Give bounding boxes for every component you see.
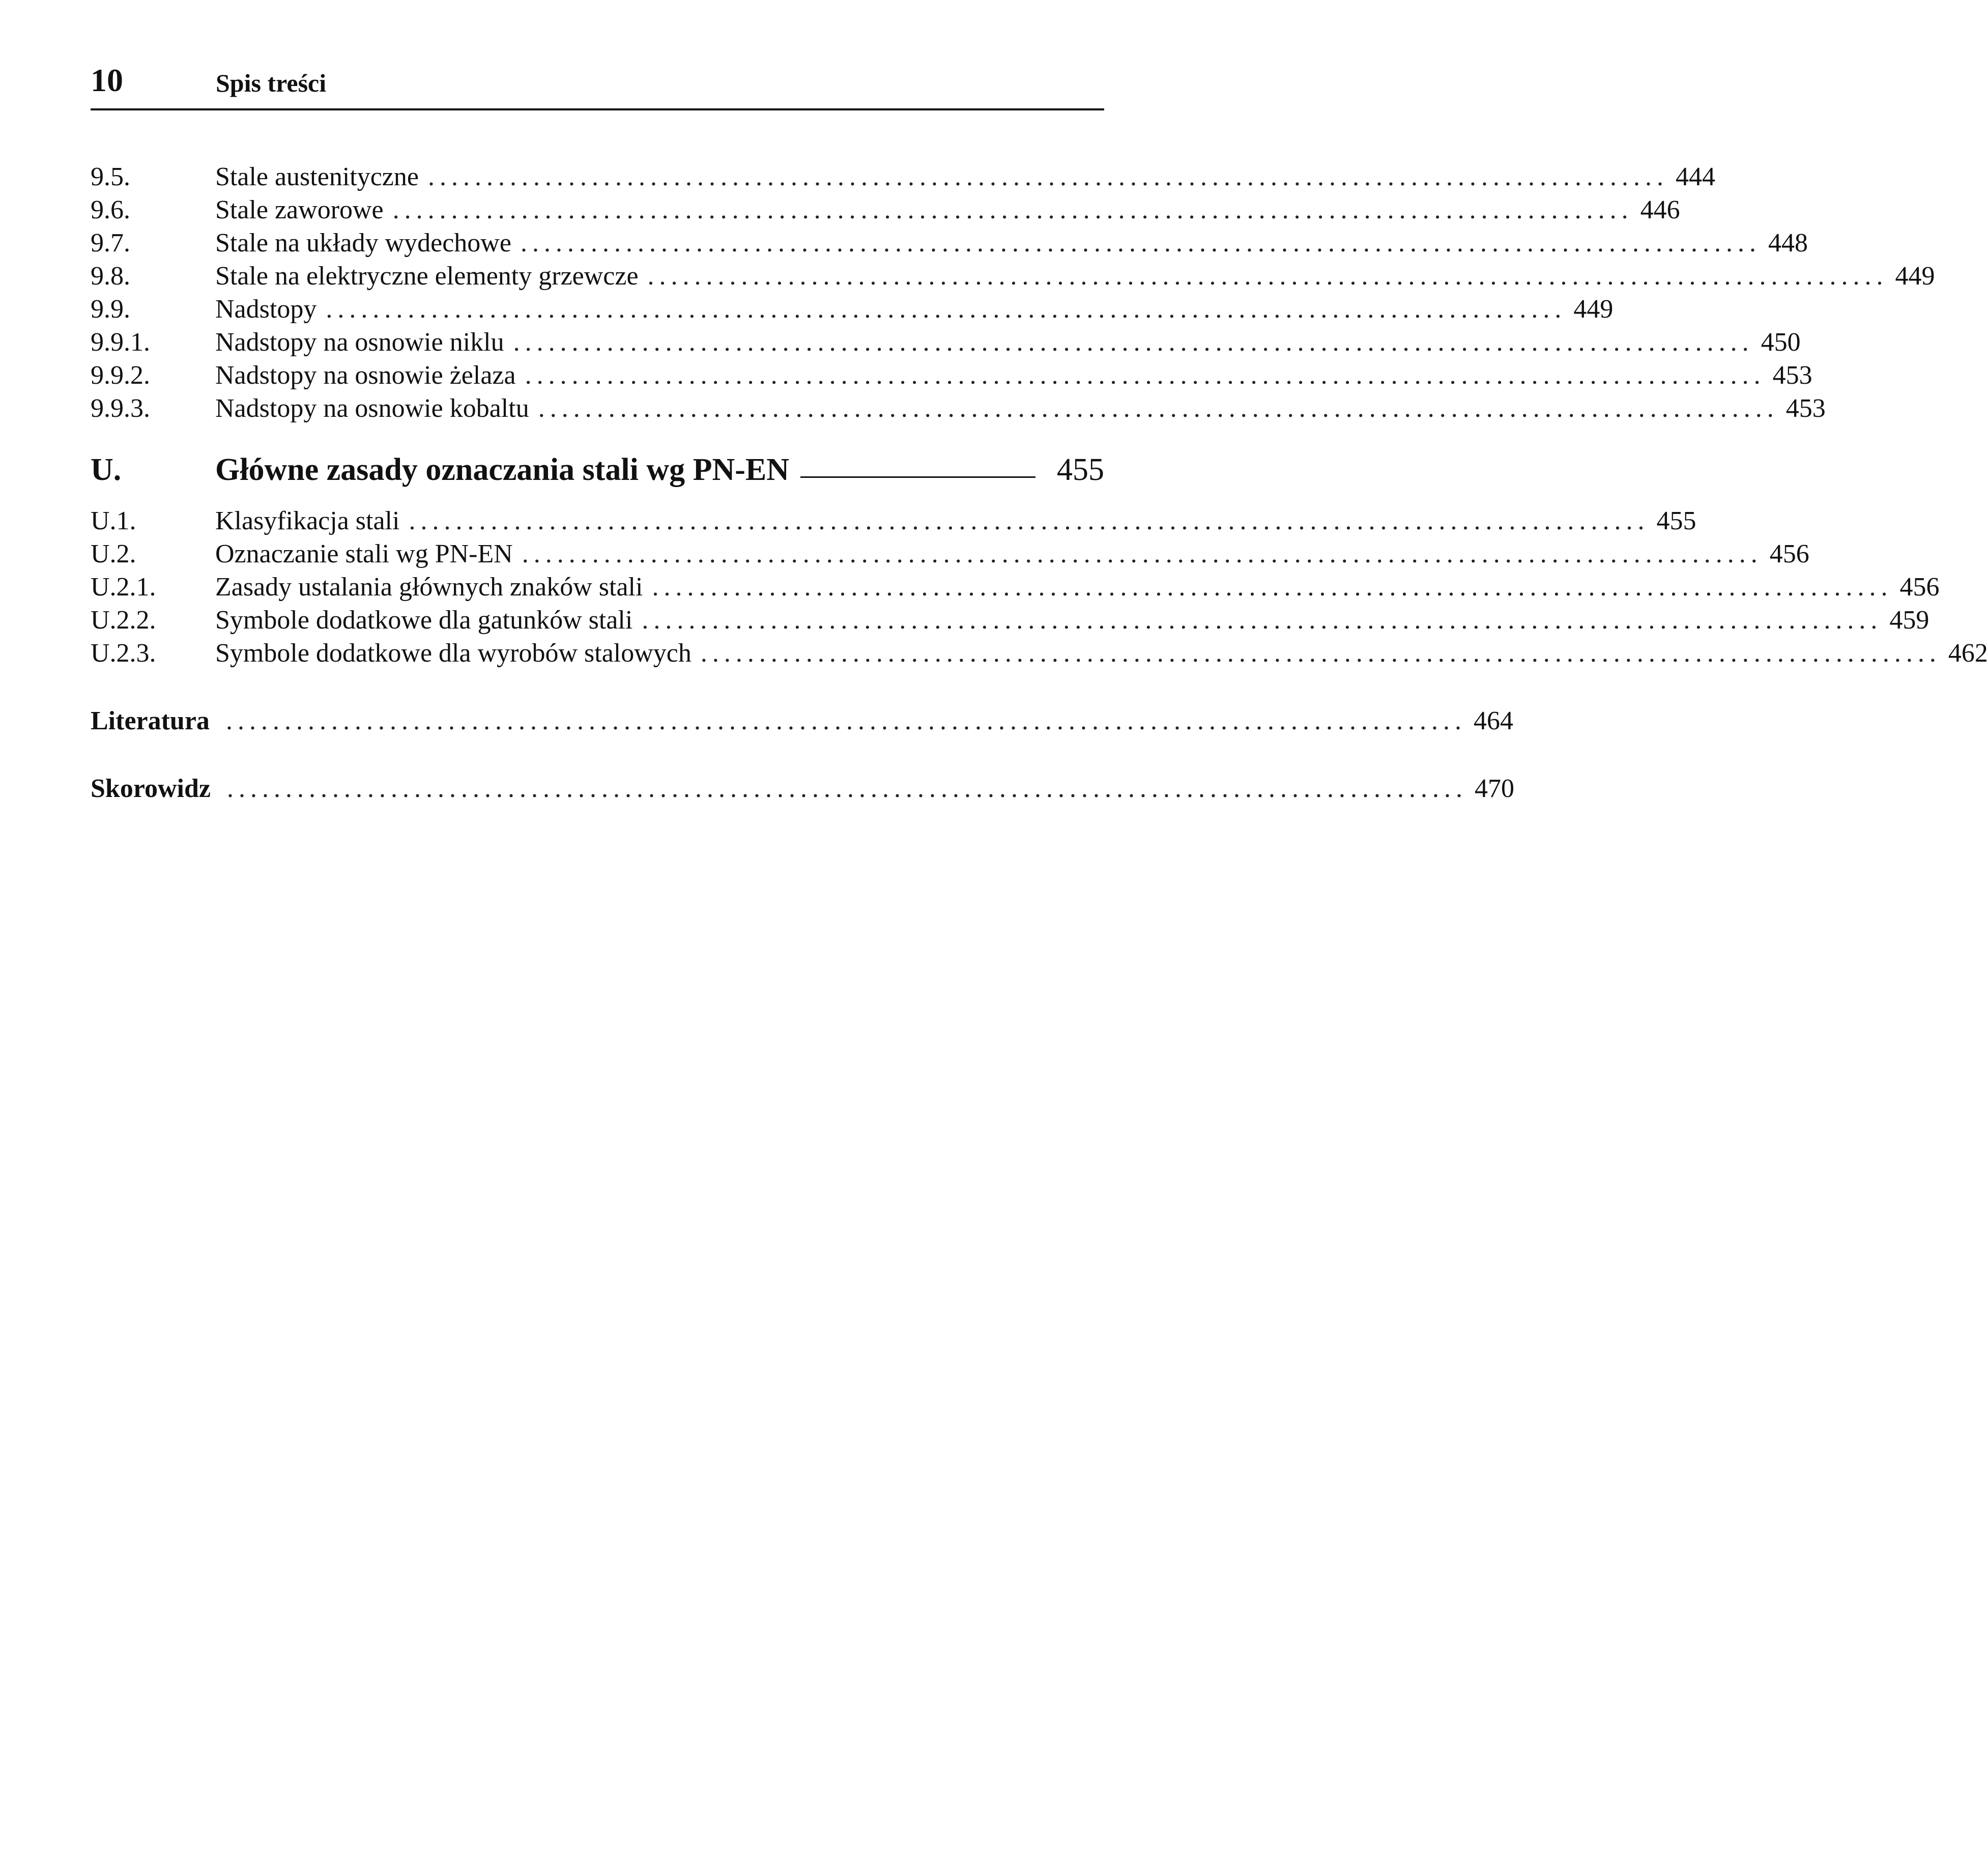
toc-entry-number: 9.9.	[91, 295, 130, 324]
dot-leader: ..........................................................................................................	[642, 606, 1883, 635]
toc-entry-9-7[interactable]	[91, 226, 1808, 260]
toc-entry-title: Stale austenityczne	[215, 162, 419, 191]
toc-entry-page: 446	[1640, 195, 1680, 224]
chapter-title: Główne zasady oznaczania stali wg PN-EN	[215, 452, 790, 487]
toc-entry-page: 453	[1785, 394, 1826, 423]
dot-leader: ..........................................................................................................	[225, 706, 1466, 735]
toc-entry-page: 449	[1895, 262, 1935, 291]
toc-entry-page: 464	[1473, 706, 1513, 735]
page-header	[91, 60, 1104, 110]
dot-leader: ..........................................................................................................	[392, 195, 1633, 224]
toc-entry-u-2-2[interactable]	[91, 604, 1929, 637]
toc-entry-number: U.1.	[91, 506, 136, 535]
toc-entry-page: 470	[1474, 774, 1514, 803]
toc-entry-page: 444	[1675, 162, 1715, 191]
toc-entry-9-9[interactable]	[91, 293, 1614, 326]
toc-entry-number: U.2.	[91, 539, 136, 568]
toc-entry-page: 453	[1772, 361, 1812, 390]
toc-entry-title: Symbole dodatkowe dla gatunków stali	[215, 606, 633, 635]
toc-entry-title: Oznaczanie stali wg PN-EN	[215, 539, 513, 568]
toc-entry-title: Stale zaworowe	[215, 195, 384, 224]
toc-chapter-u[interactable]	[91, 444, 1104, 495]
dot-leader: ..........................................................................................................	[700, 639, 1941, 668]
dot-leader: ..........................................................................................................	[525, 361, 1766, 390]
toc-entry-9-8[interactable]	[91, 260, 1935, 293]
toc-entry-title: Stale na elektryczne elementy grzewcze	[215, 262, 639, 291]
dot-leader: ..........................................................................................................	[538, 394, 1779, 423]
toc-entry-u-2[interactable]	[91, 537, 1809, 571]
toc-entry-number: U.2.2.	[91, 606, 156, 635]
toc-entry-9-9-1[interactable]	[91, 326, 1801, 359]
toc-entry-number: 9.7.	[91, 229, 130, 258]
dot-leader: ..........................................................................................................	[652, 573, 1893, 602]
toc-entry-title: Nadstopy na osnowie żelaza	[215, 361, 516, 390]
toc-entry-title: Nadstopy	[215, 295, 317, 324]
toc-entry-number: 9.8.	[91, 262, 130, 291]
toc-entry-title: Klasyfikacja stali	[215, 506, 400, 535]
toc-entry-number: U.2.3.	[91, 639, 156, 668]
chapter-leader-rule	[800, 476, 1035, 478]
toc-entry-page: 462	[1948, 639, 1988, 668]
toc-entry-number: 9.9.2.	[91, 361, 150, 390]
toc-entry-9-9-2[interactable]	[91, 359, 1812, 392]
dot-leader: ..........................................................................................................	[647, 262, 1888, 291]
dot-leader: ..........................................................................................................	[520, 229, 1761, 258]
toc-entry-title: Nadstopy na osnowie niklu	[215, 328, 504, 357]
toc-entry-page: 456	[1899, 573, 1940, 602]
toc-entry-page: 459	[1889, 606, 1929, 635]
toc-entry-title: Skorowidz	[91, 774, 211, 803]
toc-entry-literatura[interactable]	[91, 704, 1513, 737]
toc-entry-9-5[interactable]	[91, 160, 1715, 193]
dot-leader: ..........................................................................................................	[409, 506, 1650, 535]
spacer	[91, 495, 1104, 504]
toc-entry-page: 448	[1768, 229, 1808, 258]
toc-entry-title: Zasady ustalania głównych znaków stali	[215, 573, 643, 602]
chapter-page: 455	[1057, 452, 1104, 487]
running-title: Spis treści	[216, 69, 327, 97]
toc-entry-title: Stale na układy wydechowe	[215, 229, 511, 258]
toc-entry-page: 456	[1769, 539, 1809, 568]
dot-leader: ..........................................................................................................	[427, 162, 1668, 191]
toc-entry-page: 449	[1573, 295, 1614, 324]
toc-entry-number: 9.5.	[91, 162, 130, 191]
toc-entry-9-6[interactable]	[91, 193, 1680, 226]
chapter-number: U.	[91, 452, 122, 487]
toc-entry-number: 9.9.1.	[91, 328, 150, 357]
toc-entry-9-9-3[interactable]	[91, 392, 1826, 425]
toc-entry-u-1[interactable]	[91, 504, 1696, 537]
toc-entry-title: Nadstopy na osnowie kobaltu	[215, 394, 529, 423]
dot-leader: ..........................................................................................................	[522, 539, 1763, 568]
toc-entry-u-2-3[interactable]	[91, 637, 1988, 670]
toc-entry-title: Symbole dodatkowe dla wyrobów stalowych	[215, 639, 692, 668]
toc-entry-page: 450	[1761, 328, 1801, 357]
toc-entry-number: U.2.1.	[91, 573, 156, 602]
toc-entry-skorowidz[interactable]	[91, 772, 1514, 805]
toc-entry-number: 9.9.3.	[91, 394, 150, 423]
dot-leader: ..........................................................................................................	[326, 295, 1567, 324]
toc-entry-title: Literatura	[91, 706, 210, 735]
dot-leader: ..........................................................................................................	[226, 774, 1467, 803]
toc-entry-number: 9.6.	[91, 195, 130, 224]
table-of-contents	[91, 160, 1988, 805]
page-number: 10	[91, 62, 123, 98]
dot-leader: ..........................................................................................................	[513, 328, 1754, 357]
toc-entry-page: 455	[1656, 506, 1696, 535]
toc-entry-u-2-1[interactable]	[91, 571, 1940, 604]
